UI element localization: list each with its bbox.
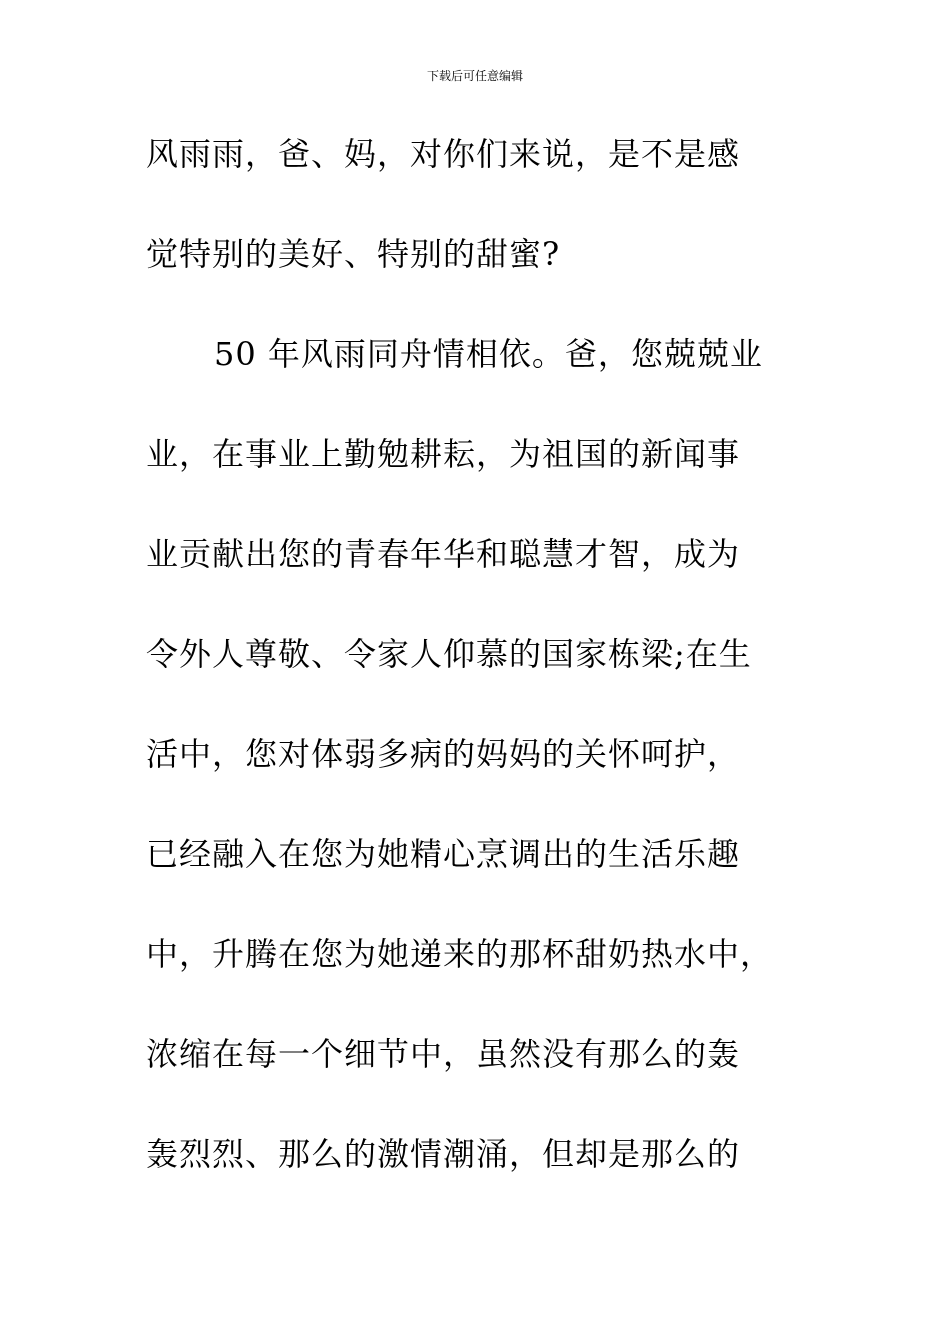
text-line: 觉特别的美好、特别的甜蜜? — [146, 235, 561, 273]
text-line: 中，升腾在您为她递来的那杯甜奶热水中， — [146, 935, 774, 973]
text-line: 已经融入在您为她精心烹调出的生活乐趣 — [146, 835, 741, 873]
text-line: 活中，您对体弱多病的妈妈的关怀呵护， — [146, 735, 741, 773]
text-line: 业贡献出您的青春年华和聪慧才智，成为 — [146, 535, 741, 573]
text-line: 50 年风雨同舟情相依。爸，您兢兢业 — [214, 335, 763, 373]
text-line: 风雨雨，爸、妈，对你们来说，是不是感 — [146, 135, 741, 173]
text-line: 轰烈烈、那么的激情潮涌，但却是那么的 — [146, 1135, 741, 1173]
text-line: 业，在事业上勤勉耕耘，为祖国的新闻事 — [146, 435, 741, 473]
text-line: 浓缩在每一个细节中，虽然没有那么的轰 — [146, 1035, 741, 1073]
page-header: 下载后可任意编辑 — [426, 69, 523, 83]
text-line: 令外人尊敬、令家人仰慕的国家栋梁;在生 — [146, 635, 752, 673]
